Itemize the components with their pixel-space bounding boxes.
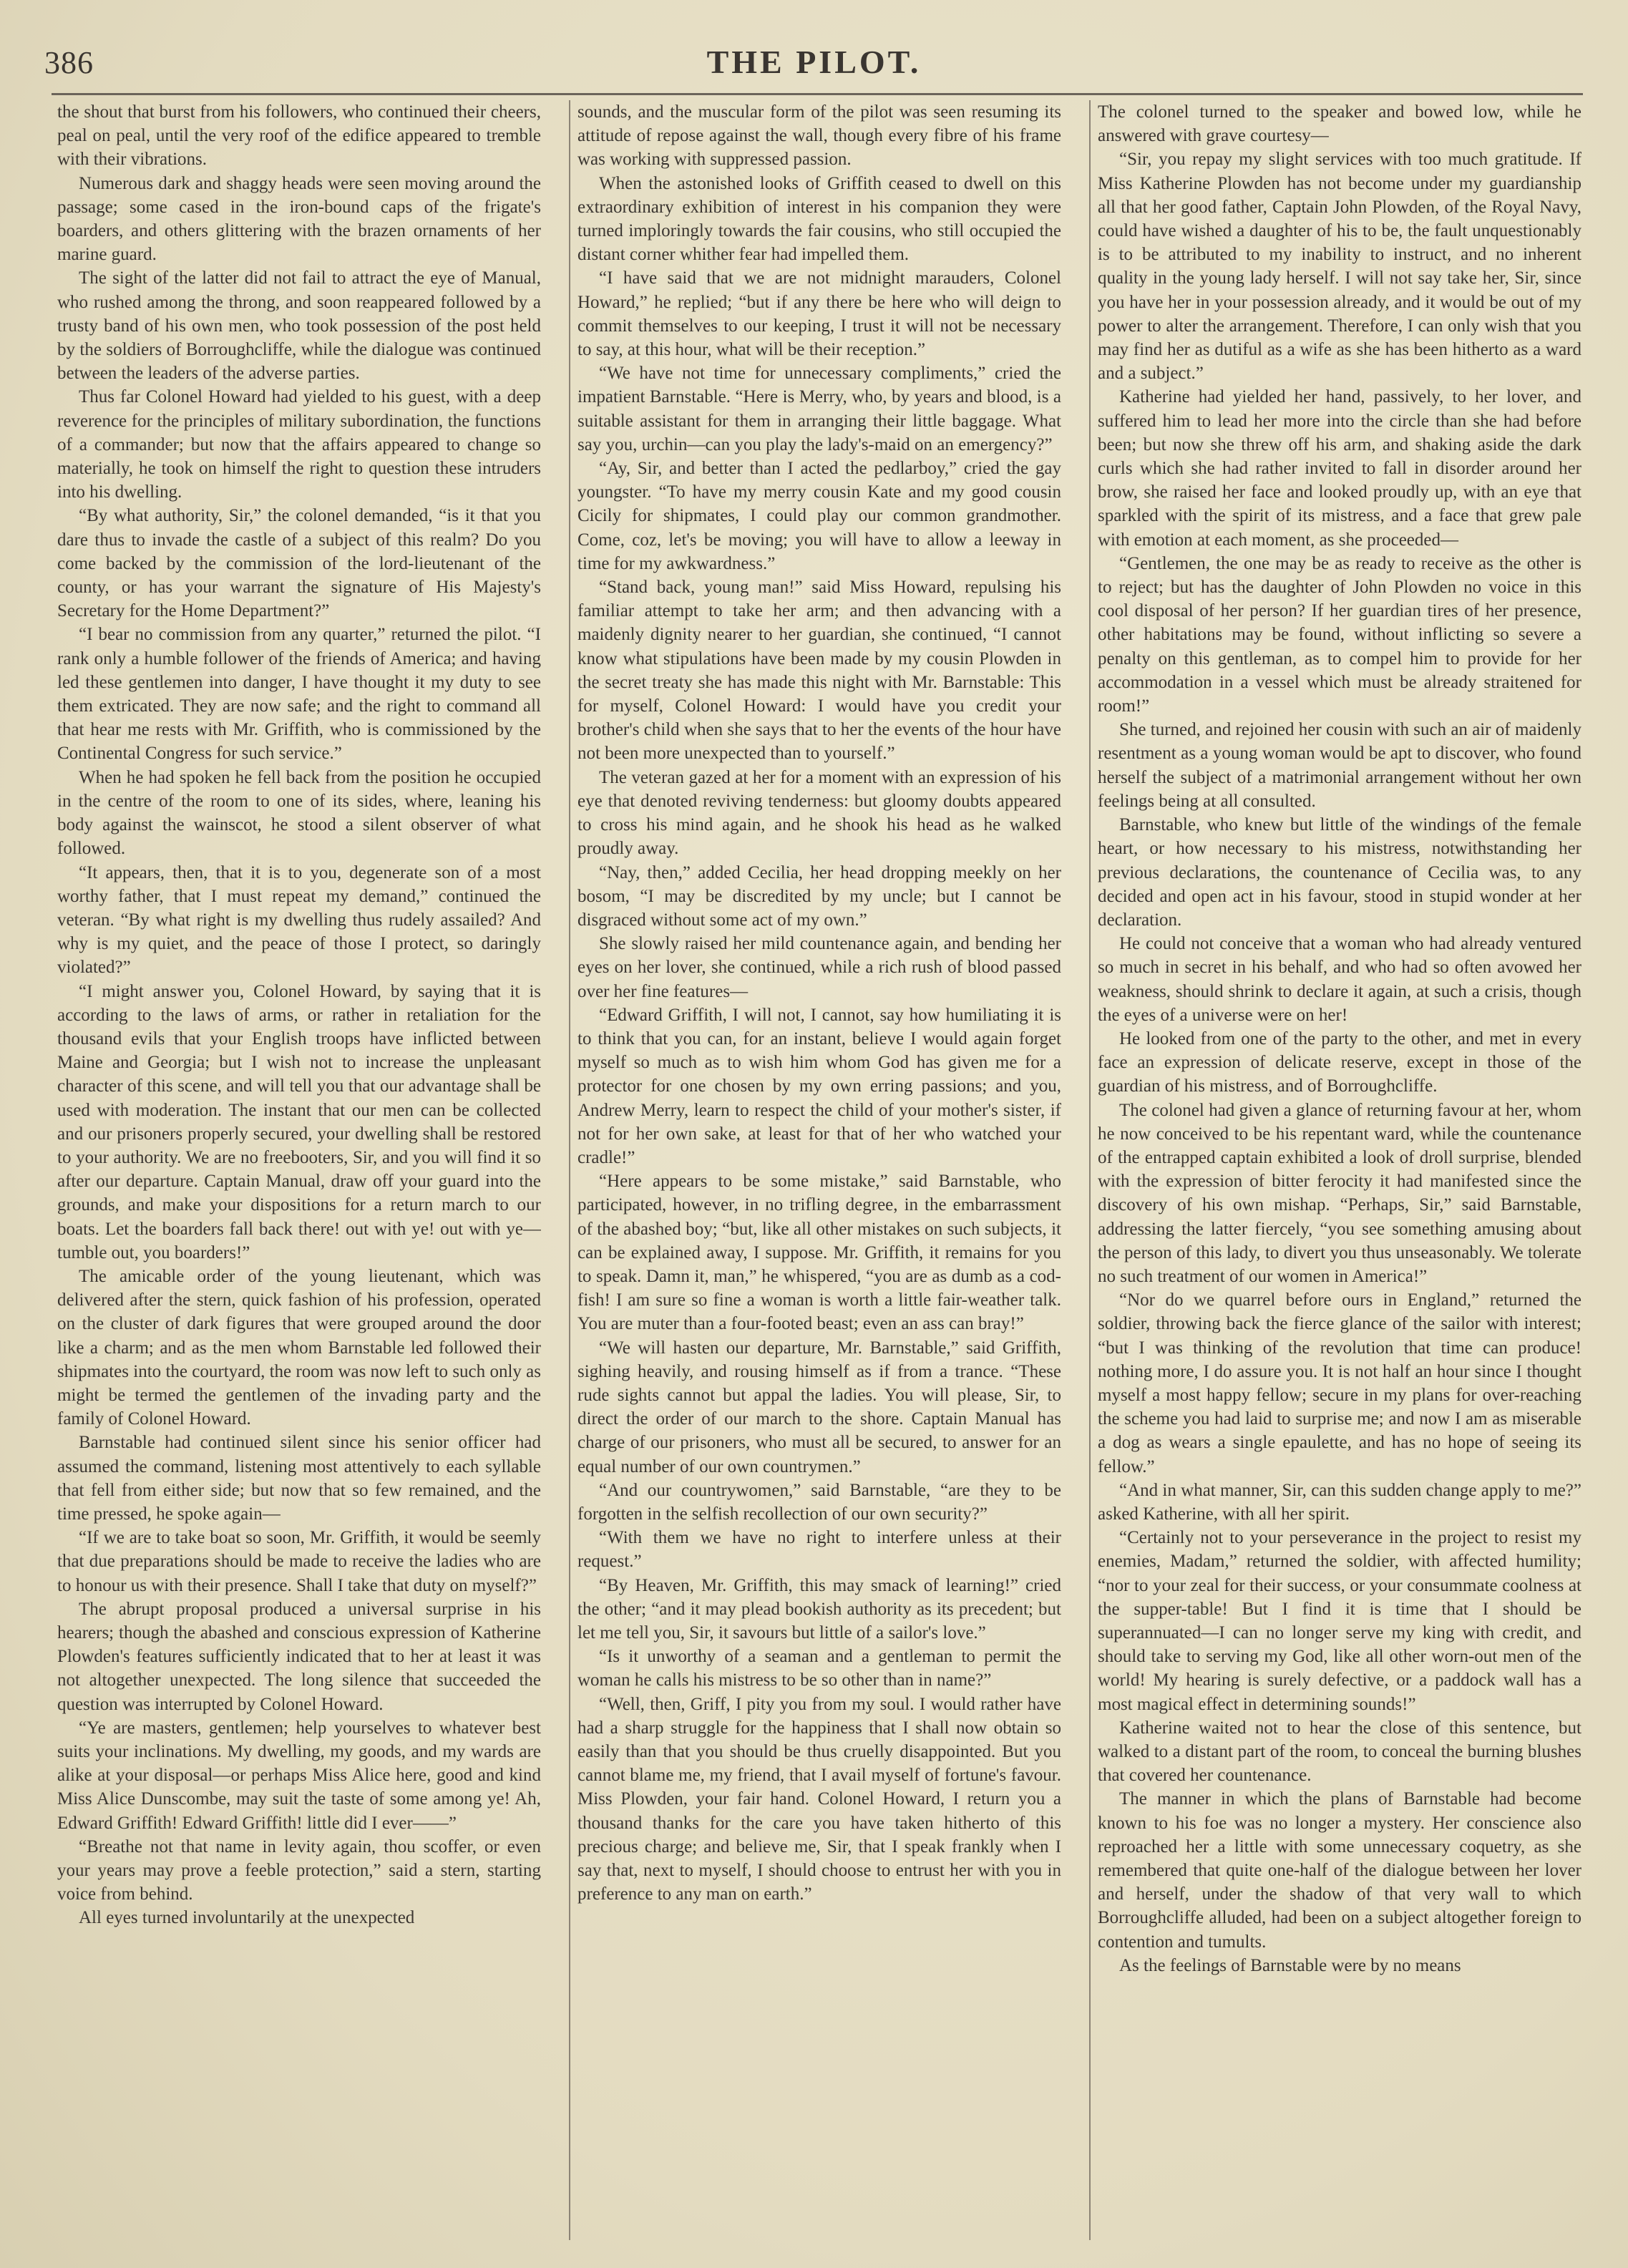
column-divider [569,100,570,2240]
page-header [0,37,1628,87]
paragraph: “If we are to take boat so soon, Mr. Griffith, it would be seemly that due preparations should be made to receive the ladies who are to honour us with their presence. Shall I take that duty on myself?” [57,1528,541,1595]
text-columns [57,100,1581,2240]
paragraph: “Here appears to be some mistake,” said Barnstable, who participated, however, in no trifling degree, in the embarrassment of the abashed boy; “but, like all other mistakes on such subjects, it can be explained away, I suppose. Mr. Griffith, it remains for you to speak. Damn it, man,” he whispered, “you are as dumb as a cod-fish! I am sure so fine a woman is worth a little fair-weather talk. You are muter than a four-footed beast; even an ass can bray!” [577,1172,1061,1334]
paragraph: “Nor do we quarrel before ours in England,” returned the soldier, throwing back the fierce glance of the sailor with interest; “but I was thinking of the revolution that time can produce! nothing more, I do assure you. It is not half an hour since I thought myself a most happy fellow; secure in my plans for over-reaching the scheme you had laid to surprise me; and now I am as miserable a dog as wears a single epaulette, and has no hope of seeing its fellow.” [1098,1290,1581,1476]
page-number: 386 [44,45,94,80]
paragraph: She slowly raised her mild countenance again, and bending her eyes on her lover, she continued, while a rich rush of blood passed over her fine features— [577,934,1061,1001]
paragraph: “And our countrywomen,” said Barnstable, “are they to be forgotten in the selfish recollection of our own security?” [577,1480,1061,1524]
paragraph: The colonel had given a glance of returning favour at her, whom he now conceived to be his repentant ward, while the countenance of the entrapped captain exhibited a look of droll surprise, blended with the expression of bitter ferocity it had manifested since the discovery of his own mishap. “Perhaps, Sir,” said Barnstable, addressing the latter fiercely, “you see something amusing about the person of this lady, to divert you thus unseasonably. We tolerate no such treatment of our women in America!” [1098,1100,1581,1286]
column-1 [57,100,541,2240]
paragraph: When the astonished looks of Griffith ceased to dwell on this extraordinary exhibition of interest in his companion they were turned imploringly towards the fair cousins, who still occupied the distant corner whither fear had impelled them. [577,173,1061,265]
paragraph: “Certainly not to your perseverance in the project to resist my enemies, Madam,” returned the soldier, with affected humility; “nor to your zeal for their success, or your consummate coolness at the supper-table! But I find it is time that I should be superannuated—I can no longer serve my king with credit, and should take to serving my God, like all other worn-out men of the world! My hearing is surely defective, or a paddock wall has a most magical effect in determining sounds!” [1098,1528,1581,1714]
paragraph: As the feelings of Barnstable were by no means [1119,1955,1461,1975]
paragraph: The colonel turned to the speaker and bowed low, while he answered with grave courtesy— [1098,102,1581,146]
paragraph: “I have said that we are not midnight marauders, Colonel Howard,” he replied; “but if any there be here who will deign to commit themselves to our keeping, I trust it will not be necessary to say, at this hour, what will be their reception.” [577,268,1061,360]
header-rule [52,93,1583,95]
column-divider [1089,100,1091,2240]
paragraph: When he had spoken he fell back from the position he occupied in the centre of the room to one of its sides, where, leaning his body against the wainscot, he stood a silent observer of what followed. [57,767,541,859]
paragraph: “Edward Griffith, I will not, I cannot, say how humiliating it is to think that you can, for an instant, believe I would again forget myself so much as to wish him whom God has given me for a protector for one chosen by my own erring passions; and you, Andrew Merry, learn to respect the child of your mother's sister, if not for her own sake, at least for that of her who watched your cradle!” [577,1005,1061,1167]
paragraph: The abrupt proposal produced a universal surprise in his hearers; though the abashed and conscious expression of Katherine Plowden's features sufficiently indicated that to her at least it was not altogether unexpected. The long silence that succeeded the question was interrupted by Colonel Howard. [57,1599,541,1714]
paragraph: “With them we have no right to interfere unless at their request.” [577,1528,1061,1572]
paragraph: She turned, and rejoined her cousin with such an air of maidenly resentment as a young woman would be apt to discover, who found herself the subject of a matrimonial arrangement without her own feelings being at all consulted. [1098,720,1581,811]
paragraph: All eyes turned involuntarily at the unexpected [79,1908,415,1928]
paragraph: He looked from one of the party to the other, and met in every face an expression of delicate reserve, except in those of the guardian of his mistress, and of Borroughcliffe. [1098,1028,1581,1096]
paragraph: sounds, and the muscular form of the pilot was seen resuming its attitude of repose against the wall, though every fibre of his frame was working with suppressed passion. [577,102,1061,170]
paragraph: “It appears, then, that it is to you, degenerate son of a most worthy father, that I must repeat my demand,” continued the veteran. “By what right is my dwelling thus rudely assailed? And why is my quiet, and the peace of those I protect, so daringly violated?” [57,862,541,978]
paragraph: “Is it unworthy of a seaman and a gentleman to permit the woman he calls his mistress to be so other than in name?” [577,1647,1061,1690]
paragraph: He could not conceive that a woman who had already ventured so much in secret in his behalf, and who had so often avowed her weakness, should shrink to declare it again, at such a crisis, though the eyes of a universe were on her! [1098,934,1581,1025]
paragraph: “By Heaven, Mr. Griffith, this may smack of learning!” cried the other; “and it may plead bookish authority as its precedent; but let me tell you, Sir, it savours but little of a sailor's love.” [577,1575,1061,1642]
paragraph: “Nay, then,” added Cecilia, her head dropping meekly on her bosom, “I may be discredited by my uncle; but I cannot be disgraced without some act of my own.” [577,862,1061,930]
paragraph: Barnstable had continued silent since his senior officer had assumed the command, listening most attentively to each syllable that fell from either side; but now that so few remained, and the time pressed, he spoke again— [57,1433,541,1524]
paragraph: “Gentlemen, the one may be as ready to receive as the other is to reject; but has the daughter of John Plowden no voice in this cool disposal of her person? If her guardian tires of her presence, other habitations may be found, without inflicting so severe a penalty on this gentleman, as to compel him to provide for her accommodation in a vessel which must be already straitened for room!” [1098,553,1581,716]
paragraph: “Ye are masters, gentlemen; help yourselves to whatever best suits your inclinations. My dwelling, my goods, and my wards are alike at your disposal—or perhaps Miss Alice here, good and kind Miss Alice Dunscombe, may suit the taste of some among ye! Ah, Edward Griffith! Edward Griffith! little did I ever——” [57,1718,541,1833]
column-3 [1098,100,1581,2240]
paragraph: “Stand back, young man!” said Miss Howard, repulsing his familiar attempt to take her arm; and then advancing with a maidenly dignity nearer to her guardian, she continued, “I cannot know what stipulations have been made by my cousin Plowden in the secret treaty she has made this night with Mr. Barnstable: This for myself, Colonel Howard: I would have you credit your brother's child when she says that to her the events of the hour have not been more unexpected than to yourself.” [577,578,1061,764]
column-2 [577,100,1061,2240]
paragraph: Katherine waited not to hear the close of this sentence, but walked to a distant part of the room, to conceal the burning blushes that covered her countenance. [1098,1718,1581,1786]
paragraph: “By what authority, Sir,” the colonel demanded, “is it that you dare thus to invade the castle of a subject of this realm? Do you come backed by the commission of the lord-lieutenant of the county, or has your warrant the signature of His Majesty's Secretary for the Home Department?” [57,506,541,621]
paragraph: “I bear no commission from any quarter,” returned the pilot. “I rank only a humble follower of the friends of America; and having led these gentlemen into danger, I have thought it my duty to see them extricated. They are now safe; and the right to command all that hear me rests with Mr. Griffith, who is commissioned by the Continental Congress for such service.” [57,625,541,764]
paragraph: “We will hasten our departure, Mr. Barnstable,” said Griffith, sighing heavily, and rousing himself as if from a trance. “These rude sights cannot but appal the ladies. You will please, Sir, to direct the order of our march to the shore. Captain Manual has charge of our prisoners, who must all be secured, to answer for an equal number of our own countrymen.” [577,1338,1061,1476]
paragraph: “Sir, you repay my slight services with too much gratitude. If Miss Katherine Plowden has not become under my guardianship all that her good father, Captain John Plowden, of the Royal Navy, could have wished a daughter of his to be, the fault unquestionably is to be attributed to my inability to instruct, and no inherent quality in the young lady herself. I will not say take her, Sir, since you have her in your possession already, and it would be out of my power to alter the arrangement. Therefore, I can only wish that you may find her as dutiful as a wife as she has been hitherto as a ward and a subject.” [1098,150,1581,384]
running-title: THE PILOT. [706,44,922,80]
paragraph: “Breathe not that name in levity again, thou scoffer, or even your years may prove a feeble protection,” said a stern, starting voice from behind. [57,1836,541,1904]
paragraph: The manner in which the plans of Barnstable had become known to his foe was no longer a mystery. Her conscience also reproached her a little with some unnecessary coquetry, as she remembered that quite one-half of the dialogue between her lover and herself, under the shadow of that very wall to which Borroughcliffe alluded, had been on a subject altogether foreign to contention and tumults. [1098,1789,1581,1952]
paragraph: “And in what manner, Sir, can this sudden change apply to me?” asked Katherine, with all her spirit. [1098,1480,1581,1524]
paragraph: Katherine had yielded her hand, passively, to her lover, and suffered him to lead her more into the circle than she had before been; but now she threw off his arm, and shaking aside the dark curls which she had rather invited to fall in disorder around her brow, she raised her face and looked proudly up, with an eye that sparkled with the spirit of its mistress, and a face that grew pale with emotion at each moment, as she proceeded— [1098,387,1581,550]
paragraph: The amicable order of the young lieutenant, which was delivered after the stern, quick fashion of his profession, operated on the cluster of dark figures that were grouped around the door like a charm; and as the men whom Barnstable led followed their shipmates into the courtyard, the room was now left to such only as might be termed the gentlemen of the invading party and the family of Colonel Howard. [57,1266,541,1429]
paragraph: “Ay, Sir, and better than I acted the pedlarboy,” cried the gay youngster. “To have my merry cousin Kate and my good cousin Cicily for shipmates, I could play our common grandmother. Come, coz, let's be moving; you will have to allow a leeway in time for my awkwardness.” [577,459,1061,573]
paragraph: “Well, then, Griff, I pity you from my soul. I would rather have had a sharp struggle for the happiness that I shall now obtain so easily than that you should be thus cruelly disappointed. But you cannot blame me, my friend, that I avail myself of fortune's favour. Miss Plowden, your fair hand. Colonel Howard, I return you a thousand thanks for the care you have taken hitherto of this precious charge; and believe me, Sir, that I speak frankly when I say that, next to myself, I should choose to entrust her with you in preference to any man on earth.” [577,1694,1061,1904]
paragraph: Barnstable, who knew but little of the windings of the female heart, or how necessary to his mistress, notwithstanding her previous declarations, the countenance of Cecilia was, to any decided and open act in his favour, stood in stupid wonder at her declaration. [1098,815,1581,930]
paragraph: The sight of the latter did not fail to attract the eye of Manual, who rushed among the throng, and soon reappeared followed by a trusty band of his own men, who took possession of the post held by the soldiers of Borroughcliffe, while the dialogue was continued between the leaders of the adverse parties. [57,268,541,384]
paragraph: “We have not time for unnecessary compliments,” cried the impatient Barnstable. “Here is Merry, who, by years and blood, is a suitable assistant for them in arranging their little baggage. What say you, urchin—can you play the lady's-maid on an emergency?” [577,364,1061,454]
paragraph: Thus far Colonel Howard had yielded to his guest, with a deep reverence for the principles of military subordination, the functions of a commander; but now that the affairs appeared to change so materially, he took on himself the right to question these intruders into his dwelling. [57,387,541,502]
paragraph: “I might answer you, Colonel Howard, by saying that it is according to the laws of arms, or rather in retaliation for the thousand evils that your English troops have inflicted between Maine and Georgia; but I wish not to increase the unpleasant character of this scene, and will tell you that our advantage shall be used with moderation. The instant that our men can be collected and our prisoners properly secured, your dwelling shall be restored to your authority. We are no freebooters, Sir, and you will find it so after our departure. Captain Manual, draw off your guard into the grounds, and make your dispositions for a return march to our boats. Let the boarders fall back there! out with ye! out with ye—tumble out, you boarders!” [57,981,541,1262]
paragraph: the shout that burst from his followers, who continued their cheers, peal on peal, until the very roof of the edifice appeared to tremble with their vibrations. [57,102,541,170]
paragraph: Numerous dark and shaggy heads were seen moving around the passage; some cased in the iron-bound caps of the frigate's boarders, and others glittering with the brazen ornaments of her marine guard. [57,173,541,265]
paragraph: The veteran gazed at her for a moment with an expression of his eye that denoted reviving tenderness: but gloomy doubts appeared to cross his mind again, and he shook his head as he walked proudly away. [577,767,1061,859]
